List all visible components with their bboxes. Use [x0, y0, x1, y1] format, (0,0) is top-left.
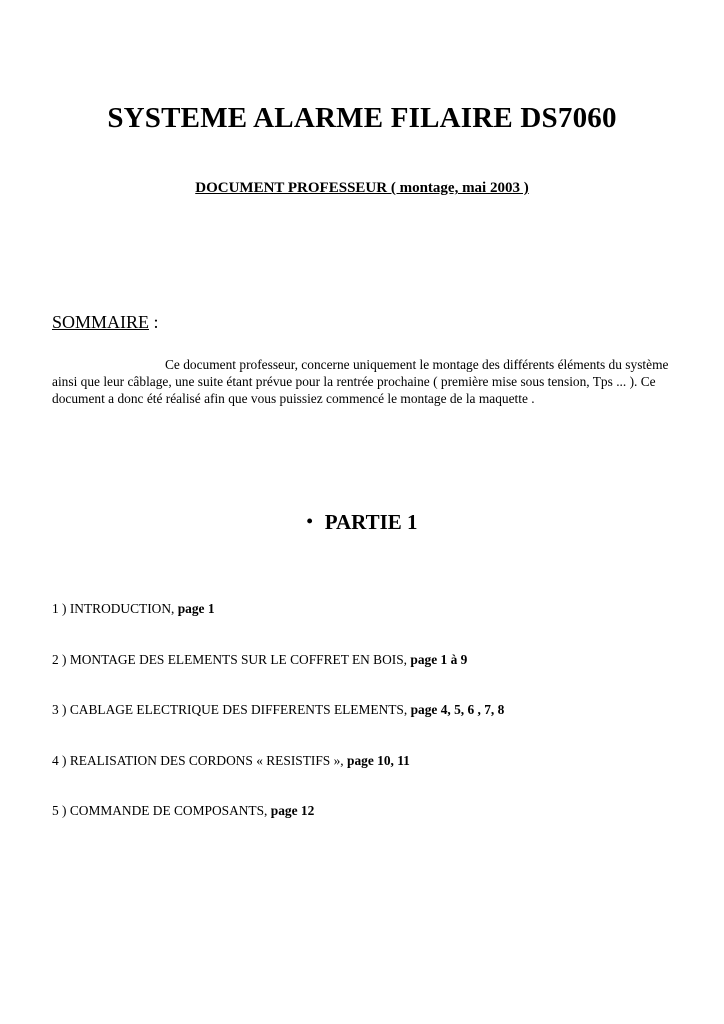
- toc-item-page: page 10, 11: [347, 752, 410, 768]
- document-subtitle: DOCUMENT PROFESSEUR ( montage, mai 2003 ): [195, 180, 529, 196]
- part-label: PARTIE 1: [324, 510, 418, 534]
- toc-item-text: 4 ) REALISATION DES CORDONS « RESISTIFS »,: [52, 752, 347, 768]
- toc-item-page: page 1 à 9: [410, 651, 468, 667]
- toc-item-text: 1 ) INTRODUCTION,: [52, 601, 178, 616]
- sommaire-paragraph: Ce document professeur, concerne uniquement le montage des différents éléments du système ainsi que leur câblage, une suite étant prévue pour la rentrée prochaine ( première mise sous tension, Tps ... ). Ce document a donc été réalisé afin que vous puissiez commencé le montage de la maquette .: [52, 357, 669, 406]
- sommaire-heading-label: SOMMAIRE: [52, 312, 150, 332]
- bullet-icon: •: [306, 511, 313, 531]
- toc-item-page: page 12: [270, 803, 315, 818]
- toc-item-text: 2 ) MONTAGE DES ELEMENTS SUR LE COFFRET EN BOIS,: [52, 651, 411, 667]
- table-of-contents: [52, 600, 504, 853]
- part-heading: [0, 510, 724, 535]
- toc-item-text: 5 ) COMMANDE DE COMPOSANTS,: [52, 803, 271, 818]
- toc-item-text: 3 ) CABLAGE ELECTRIQUE DES DIFFERENTS ELEMENTS,: [52, 702, 411, 717]
- toc-item: [52, 802, 504, 853]
- sommaire-heading: [52, 312, 159, 333]
- toc-item: [52, 651, 504, 702]
- toc-item-page: page 1: [177, 601, 215, 616]
- toc-item: [52, 600, 504, 651]
- toc-item: [52, 701, 504, 752]
- toc-item: [52, 752, 504, 803]
- toc-item-page: page 4, 5, 6 , 7, 8: [410, 702, 505, 717]
- document-title: SYSTEME ALARME FILAIRE DS7060: [107, 102, 617, 134]
- sommaire-heading-suffix: :: [149, 312, 159, 332]
